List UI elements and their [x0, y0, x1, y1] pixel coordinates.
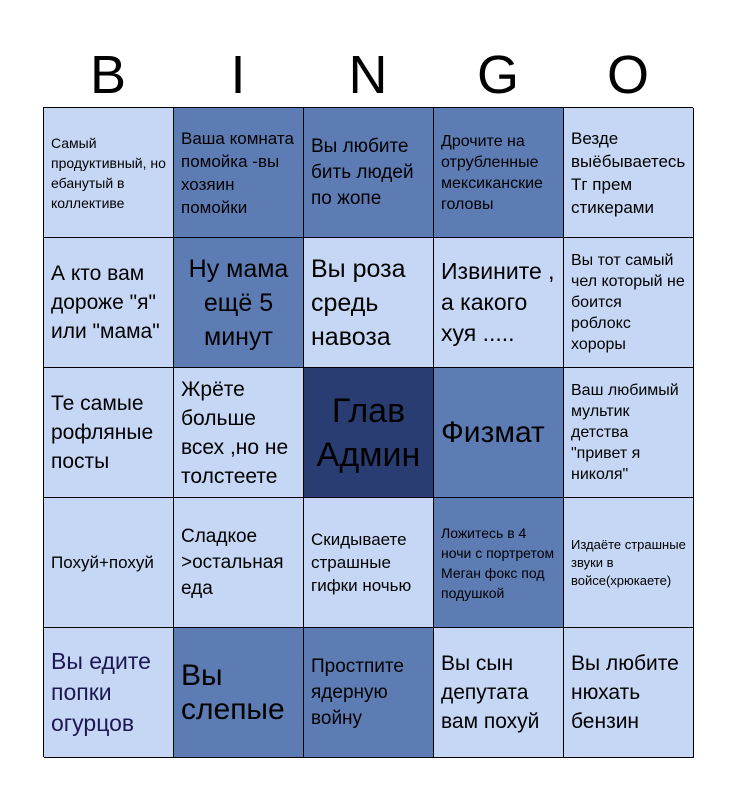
- bingo-cell[interactable]: [44, 238, 174, 368]
- header-letter-o: O: [606, 45, 649, 105]
- cell-text: Ваша комната помойка -вы хозяин помойки: [181, 128, 294, 217]
- bingo-cell[interactable]: [434, 368, 564, 498]
- bingo-cell[interactable]: [434, 238, 564, 368]
- bingo-cell[interactable]: [174, 238, 304, 368]
- cell-text: Вы роза средь навоза: [311, 254, 406, 351]
- cell-text: Вы тот самый чел который не боится роблокс хороры: [571, 252, 685, 353]
- bingo-cell[interactable]: [174, 628, 304, 758]
- cell-text: Вы любите бить людей по жопе: [311, 135, 414, 209]
- cell-text: Самый продуктивный, но ебанутый в коллективе: [51, 134, 166, 211]
- header-letter-i: I: [230, 45, 246, 105]
- cell-text: Везде выёбываетесь Тг прем стикерами: [571, 128, 686, 217]
- bingo-cell[interactable]: [434, 108, 564, 238]
- bingo-cell-free[interactable]: [304, 368, 434, 498]
- bingo-grid: [43, 107, 693, 757]
- bingo-cell[interactable]: [304, 108, 434, 238]
- cell-text: Похуй+похуй: [51, 553, 154, 572]
- cell-text: А кто вам дороже "я" или "мама": [51, 262, 160, 343]
- header-letter-g: G: [476, 45, 519, 105]
- bingo-cell[interactable]: [564, 628, 694, 758]
- bingo-cell[interactable]: [564, 238, 694, 368]
- cell-text: Ну мама ещё 5 минут: [188, 254, 289, 351]
- cell-text: Ложитесь в 4 ночи с портретом Меган фокс под подушкой: [441, 524, 555, 601]
- cell-text: Вы едите попки огурцов: [51, 648, 151, 736]
- bingo-header: [43, 40, 693, 110]
- bingo-cell[interactable]: [304, 238, 434, 368]
- bingo-cell[interactable]: [174, 368, 304, 498]
- cell-text: Скидываете страшные гифки ночью: [311, 530, 412, 595]
- bingo-cell[interactable]: [434, 498, 564, 628]
- cell-text: Вы сын депутата вам похуй: [441, 652, 540, 733]
- bingo-cell[interactable]: [44, 368, 174, 498]
- bingo-cell[interactable]: [44, 498, 174, 628]
- header-letter-b: B: [89, 45, 127, 105]
- bingo-cell[interactable]: [564, 108, 694, 238]
- cell-text: Вы слепые: [181, 658, 285, 726]
- cell-text: Издаёте страшные звуки в войсе(хрюкаете): [571, 536, 686, 588]
- cell-text: Жрёте больше всех ,но не толстеете: [181, 377, 289, 488]
- bingo-cell[interactable]: [564, 498, 694, 628]
- cell-text: Простпите ядерную войну: [311, 655, 404, 729]
- cell-text: Физмат: [441, 415, 545, 449]
- bingo-cell[interactable]: [174, 498, 304, 628]
- cell-text: Те самые рофляные посты: [51, 392, 154, 473]
- bingo-cell[interactable]: [44, 628, 174, 758]
- cell-text: Вы любите нюхать бензин: [571, 652, 679, 733]
- cell-text: Дрочите на отрубленные мексиканские головы: [441, 132, 543, 213]
- header-letter-n: N: [348, 45, 388, 105]
- bingo-cell[interactable]: [564, 368, 694, 498]
- bingo-cell[interactable]: [434, 628, 564, 758]
- bingo-cell[interactable]: [174, 108, 304, 238]
- cell-text: Сладкое >остальная еда: [181, 525, 284, 599]
- bingo-cell[interactable]: [304, 498, 434, 628]
- cell-text: Ваш любимый мультик детства "привет я николя": [571, 382, 679, 483]
- bingo-cell[interactable]: [44, 108, 174, 238]
- cell-text: Глав Админ: [316, 391, 421, 474]
- cell-text: Извините , а какого хуя .....: [441, 258, 555, 346]
- bingo-cell[interactable]: [304, 628, 434, 758]
